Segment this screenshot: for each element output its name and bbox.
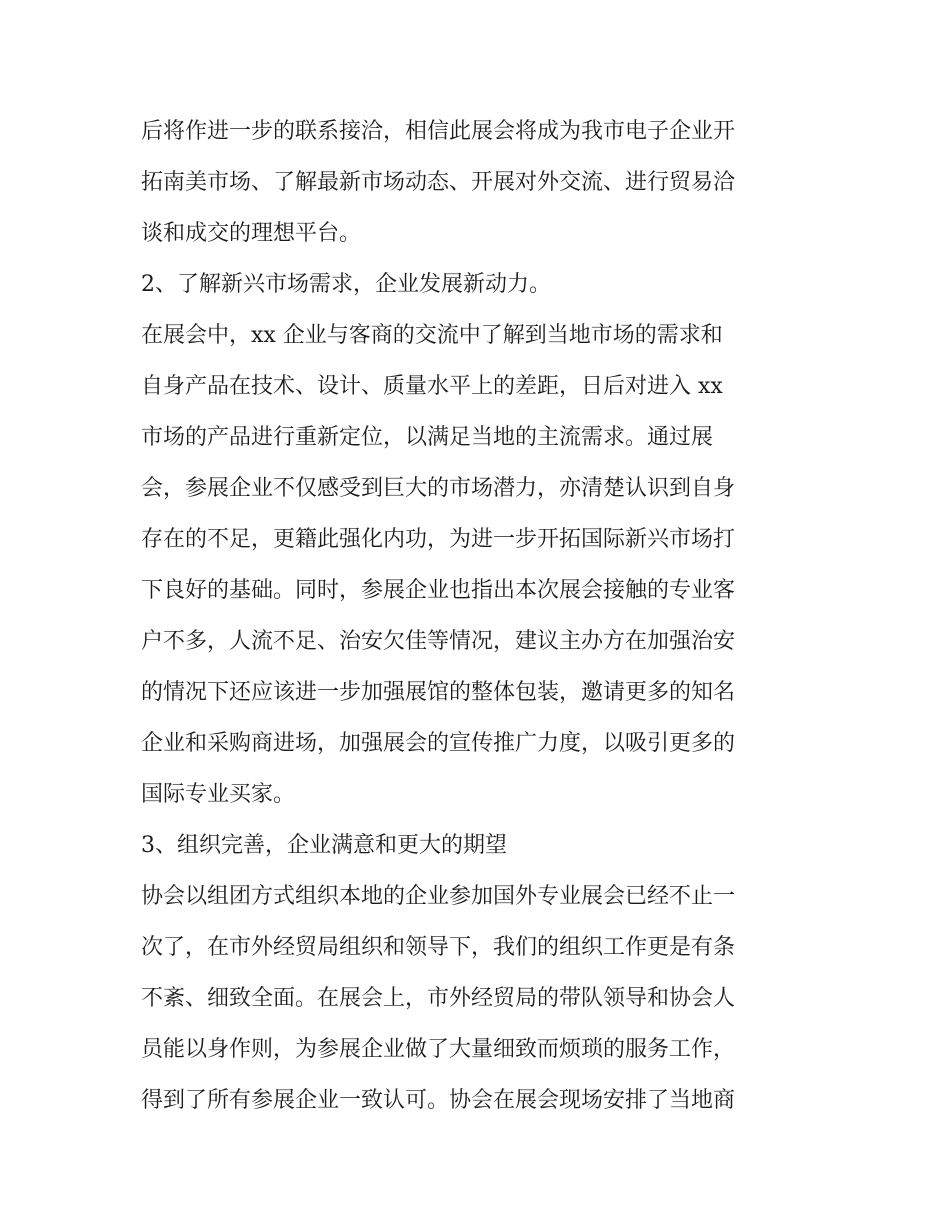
text-line: 的情况下还应该进一步加强展馆的整体包装，邀请更多的知名: [141, 680, 736, 705]
text-line: 拓南美市场、了解最新市场动态、开展对外交流、进行贸易洽: [141, 170, 736, 195]
text-line: 在展会中，xx 企业与客商的交流中了解到当地市场的需求和: [141, 323, 723, 348]
text-line: 自身产品在技术、设计、质量水平上的差距，日后对进入 xx: [141, 374, 723, 399]
section-heading: 3、组织完善，企业满意和更大的期望: [141, 833, 507, 858]
text-line: 市场的产品进行重新定位，以满足当地的主流需求。通过展: [141, 425, 714, 450]
text-line: 下良好的基础。同时，参展企业也指出本次展会接触的专业客: [141, 578, 736, 603]
text-line: 不紊、细致全面。在展会上，市外经贸局的带队领导和协会人: [141, 986, 736, 1011]
text-line: 员能以身作则，为参展企业做了大量细致而烦琐的服务工作，: [141, 1037, 736, 1062]
text-line: 后将作进一步的联系接洽，相信此展会将成为我市电子企业开: [141, 119, 736, 144]
text-line: 次了，在市外经贸局组织和领导下，我们的组织工作更是有条: [141, 935, 736, 960]
text-line: 企业和采购商进场，加强展会的宣传推广力度，以吸引更多的: [141, 731, 736, 756]
text-line: 谈和成交的理想平台。: [141, 221, 362, 246]
text-line: 存在的不足，更籍此强化内功，为进一步开拓国际新兴市场打: [141, 527, 736, 552]
text-line: 户不多，人流不足、治安欠佳等情况，建议主办方在加强治安: [141, 629, 736, 654]
text-line: 国际专业买家。: [141, 782, 296, 807]
text-line: 协会以组团方式组织本地的企业参加国外专业展会已经不止一: [141, 884, 736, 909]
text-line: 得到了所有参展企业一致认可。协会在展会现场安排了当地商: [141, 1088, 736, 1113]
section-heading: 2、了解新兴市场需求，企业发展新动力。: [141, 272, 551, 297]
text-line: 会，参展企业不仅感受到巨大的市场潜力，亦清楚认识到自身: [141, 476, 736, 501]
